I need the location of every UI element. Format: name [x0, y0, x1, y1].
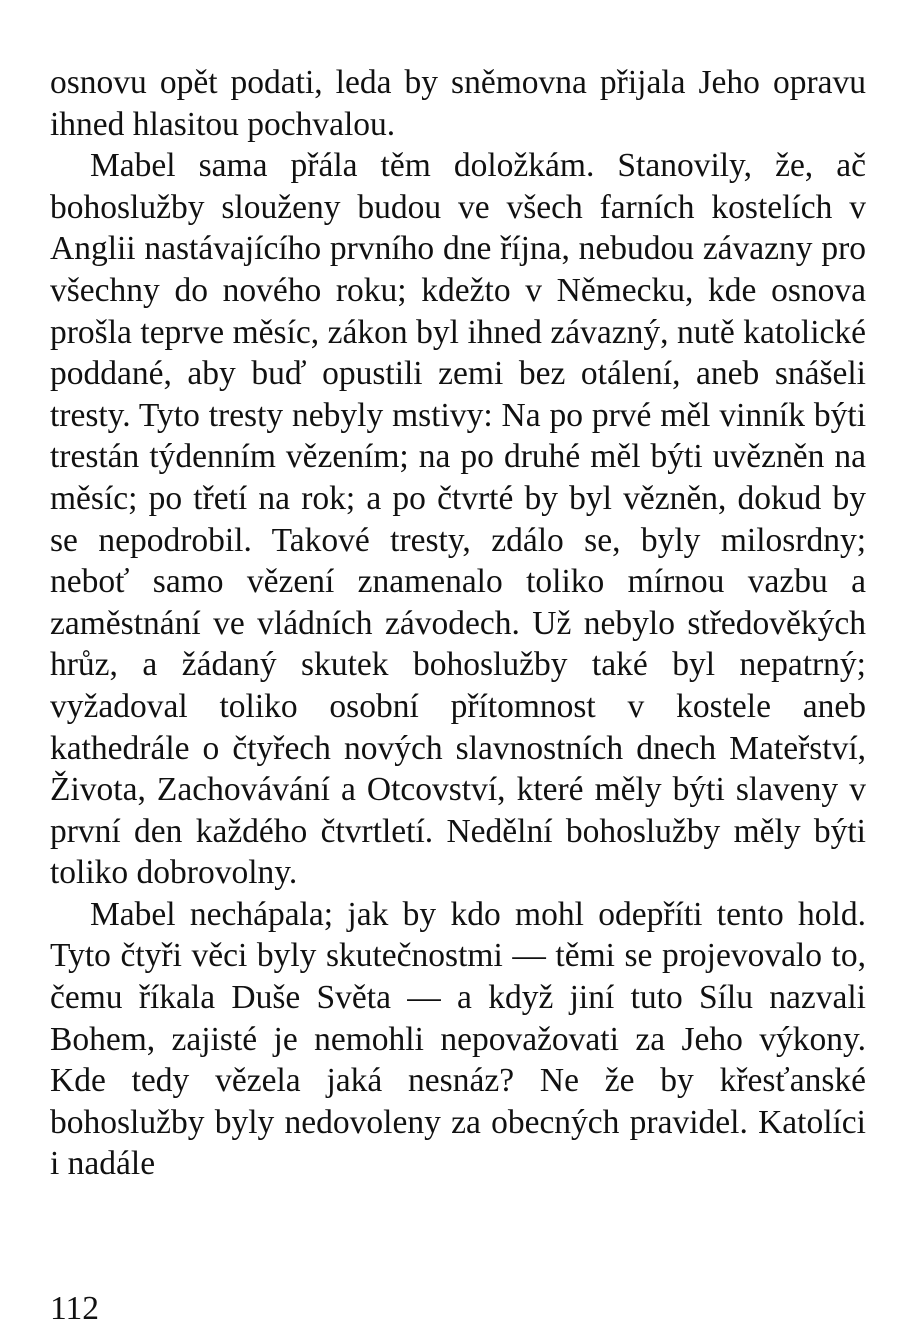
page-number: 112 — [50, 1290, 100, 1327]
paragraph-mabel-nechapala: Mabel nechápala; jak by kdo mohl odepříti tento hold. Tyto čtyři věci byly skutečnostmi — těmi se projevovalo to, čemu říkala Duše Světa — a když jiní tuto Sílu nazvali Bohem, zajisté je nemohli nepovažovati za Jeho výkony. Kde tedy vězela jaká nesnáz? Ne že by křesťanské bohoslužby byly nedovoleny za obecných pravidel. Katolíci i nadále — [50, 895, 866, 1183]
paragraph-continuation: osnovu opět podati, leda by sněmovna přijala Jeho opravu ihned hlasitou pochvalou. — [50, 64, 866, 143]
paragraph-doložky: Mabel sama přála těm doložkám. Stanovily, že, ač bohoslužby slouženy budou ve všech farních kostelích v Anglii nastávajícího prvního dne října, nebudou závazny pro všechny do nového roku; kdežto v Německu, kde osnova prošla teprve měsíc, zákon byl ihned závazný, nutě katolické poddané, aby buď opustili zemi bez otálení, aneb snášeli tresty. Tyto tresty nebyly mstivy: Na po prvé měl vinník býti trestán týdenním vězením; na po druhé měl býti uvězněn na měsíc; po třetí na rok; a po čtvrté by byl vězněn, dokud by se nepodrobil. Takové tresty, zdálo se, byly milosrdny; neboť samo vězení znamenalo toliko mírnou vazbu a zaměstnání ve vládních závodech. Už nebylo středověkých hrůz, a žádaný skutek bohoslužby také byl nepatrný; vyžadoval toliko osobní přítomnost v kostele aneb kathedrále o čtyřech nových slavnostních dnech Mateřství, Života, Zachovávání a Otcovství, které měly býti slaveny v první den každého čtvrtletí. Nedělní bohoslužby měly býti toliko dobrovolny. — [50, 147, 866, 892]
page-text-block — [50, 62, 866, 1185]
